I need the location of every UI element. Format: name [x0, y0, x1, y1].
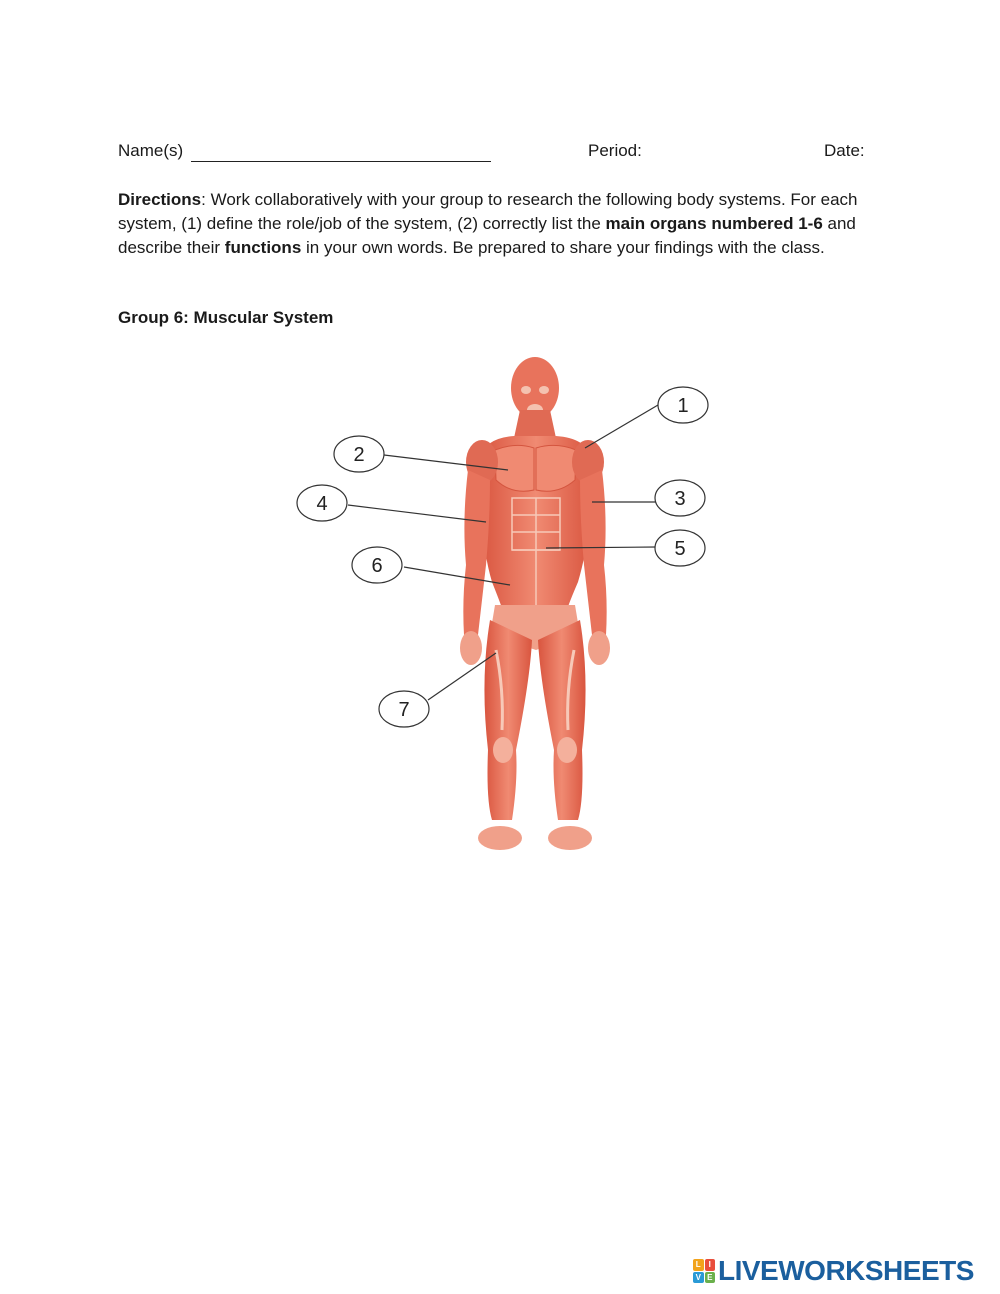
label-2[interactable]: 2: [353, 444, 365, 466]
logo-mark-letter: I: [705, 1259, 716, 1271]
body-figure: [460, 357, 610, 850]
label-6[interactable]: 6: [371, 555, 383, 577]
label-1[interactable]: 1: [677, 395, 689, 417]
directions-paragraph: [118, 188, 888, 260]
label-5[interactable]: 5: [674, 538, 686, 560]
header-row: [118, 141, 888, 165]
logo-mark-letter: V: [693, 1272, 704, 1284]
logo-mark-letter: L: [693, 1259, 704, 1271]
logo-text: LIVEWORKSHEETS: [718, 1255, 974, 1286]
directions-text-3: in your own words. Be prepared to share your findings with the class.: [301, 238, 825, 257]
label-3[interactable]: 3: [674, 488, 686, 510]
muscular-figure-svg: [290, 350, 720, 870]
logo-mark-icon: [693, 1259, 715, 1283]
muscular-system-diagram: [290, 350, 720, 870]
date-label: Date:: [824, 141, 865, 160]
name-input-line[interactable]: [191, 141, 491, 162]
logo-mark-letter: E: [705, 1272, 716, 1284]
directions-text-2: and describe their: [118, 214, 856, 257]
label-7[interactable]: 7: [398, 699, 410, 721]
directions-text-1: : Work collaboratively with your group to research the following body systems. For each system, (1) define the role/job of the system, (2) correctly list the: [118, 190, 858, 233]
liveworksheets-logo: [693, 1255, 974, 1287]
label-4[interactable]: 4: [316, 493, 328, 515]
directions-bold-1: main organs numbered 1-6: [605, 214, 823, 233]
directions-bold-2: functions: [224, 238, 302, 257]
group-title: Group 6: Muscular System: [118, 308, 334, 327]
period-label: Period:: [588, 141, 642, 160]
directions-lead: Directions: [118, 190, 202, 209]
name-label: Name(s): [118, 141, 184, 160]
